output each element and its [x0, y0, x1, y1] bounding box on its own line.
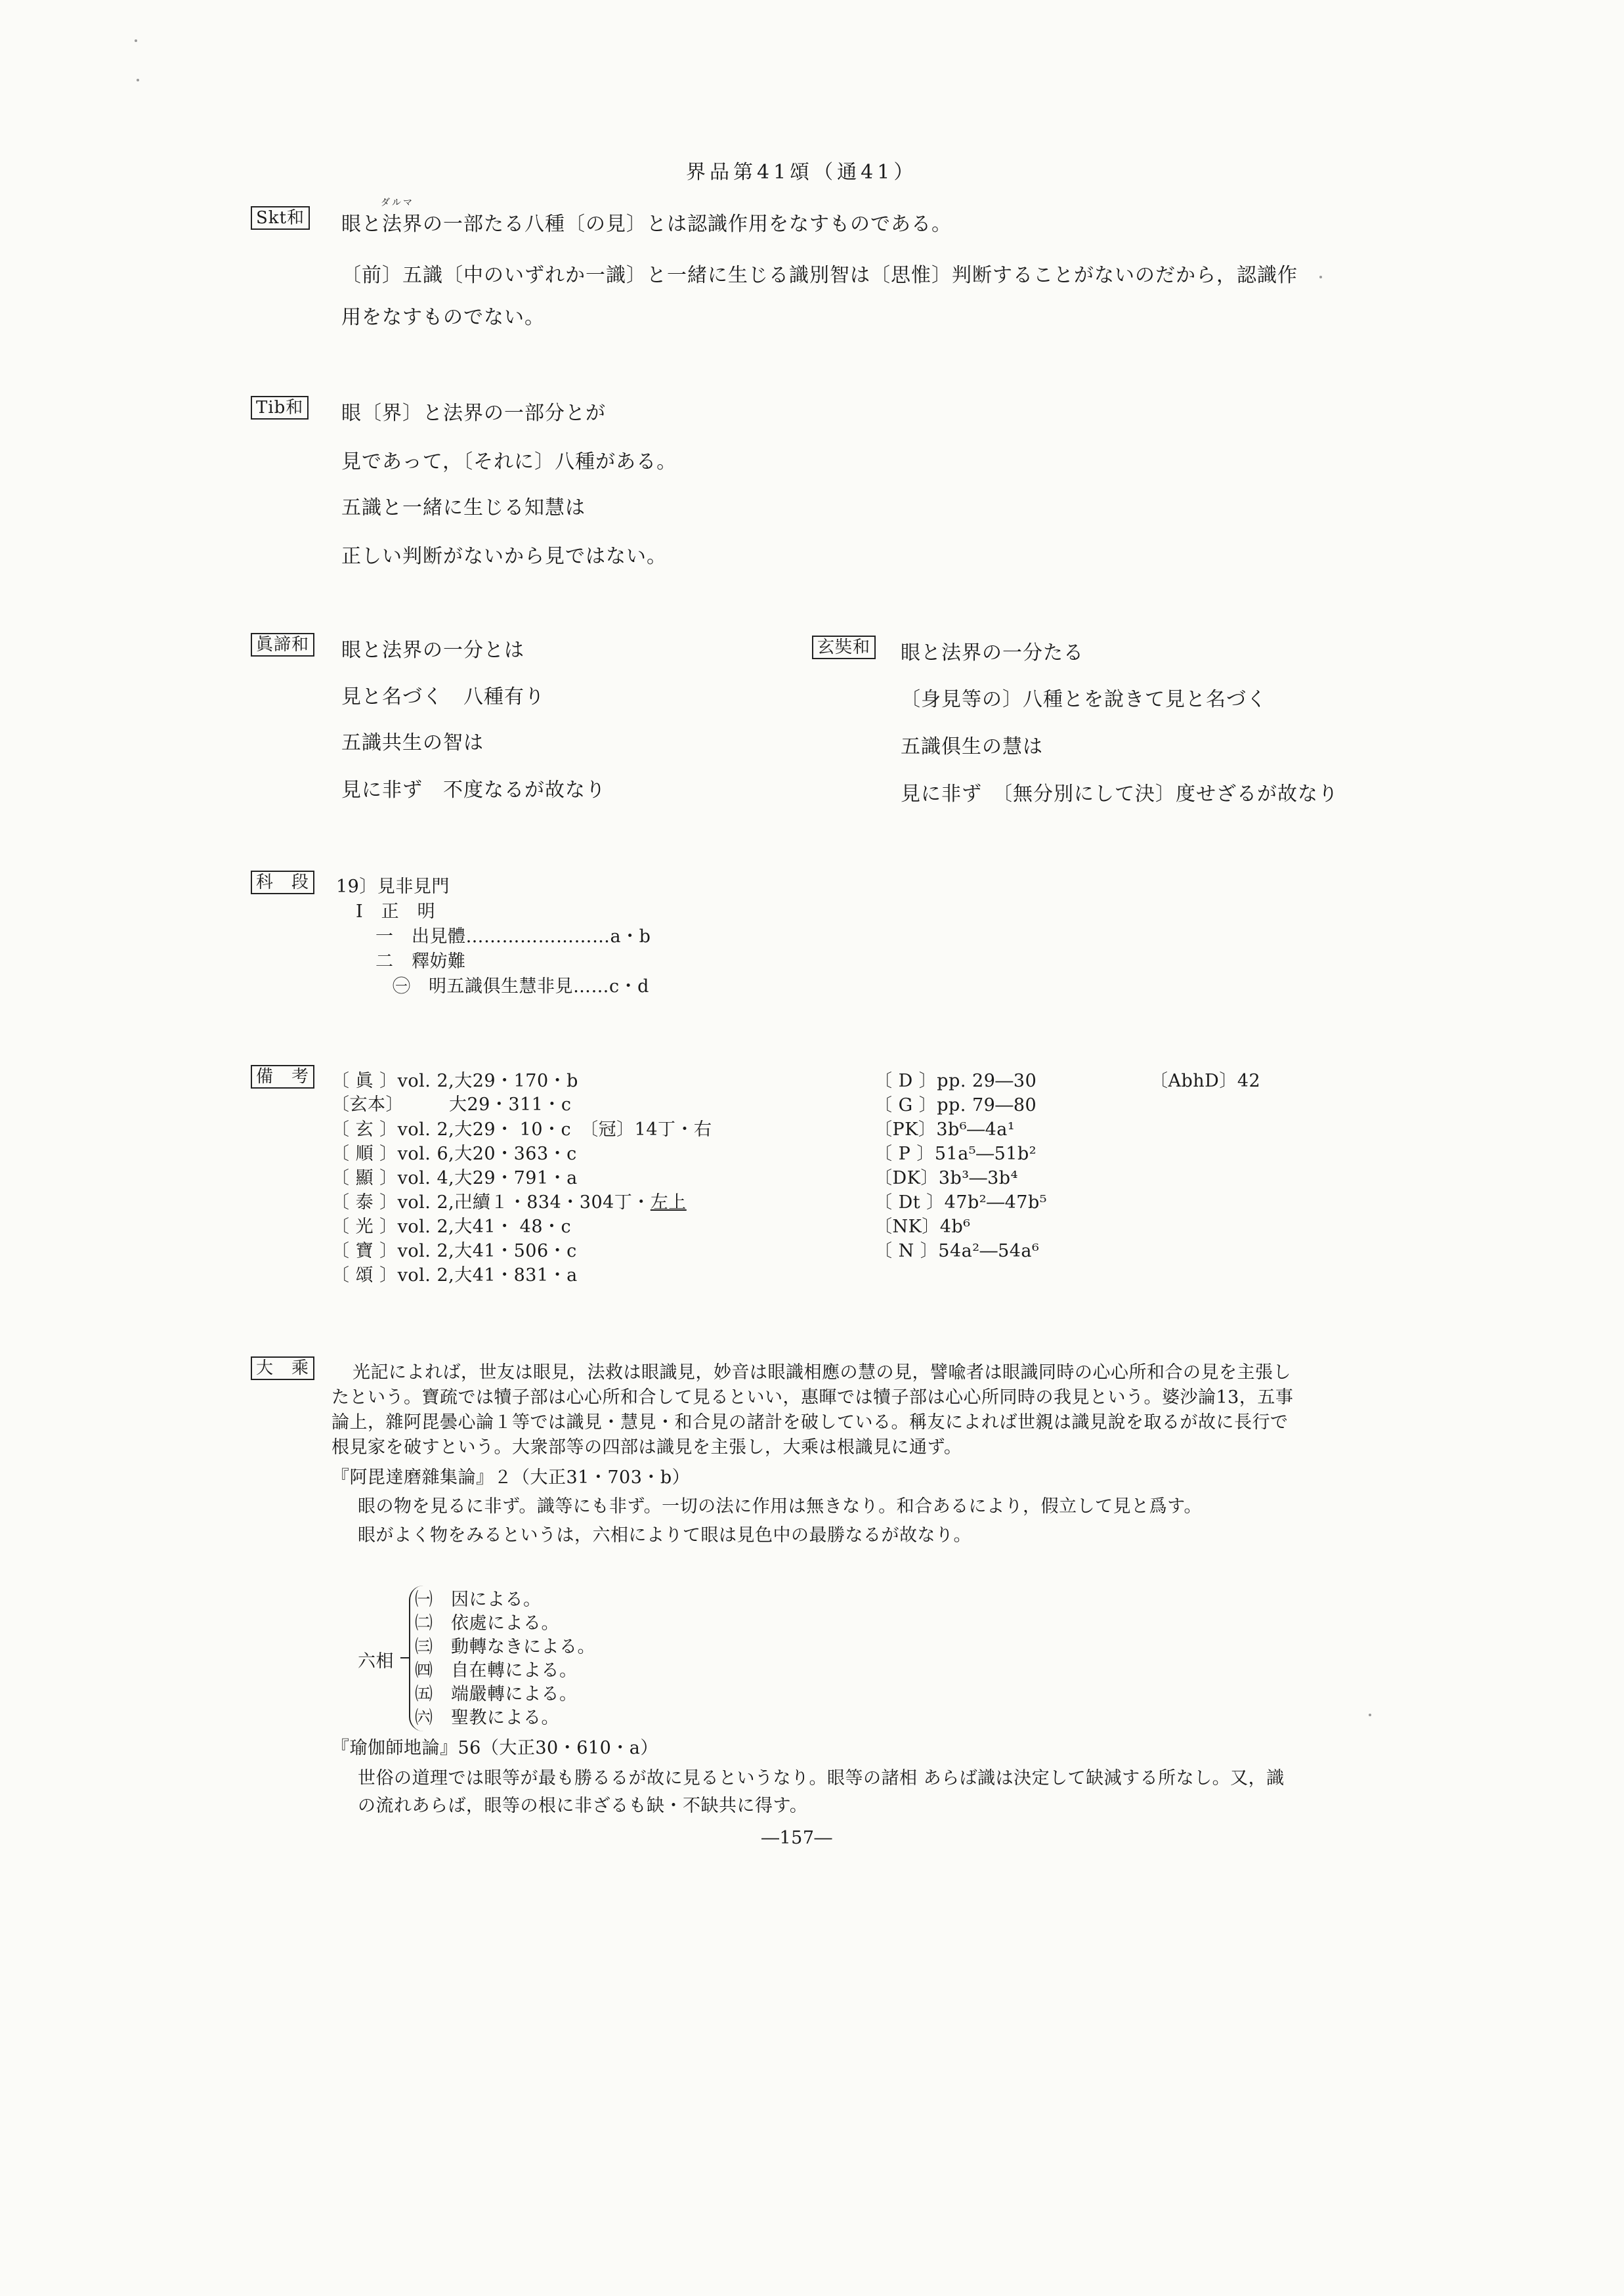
tib-tag: Tib和	[251, 396, 309, 420]
biko-left-6-underlined: 左上	[650, 1192, 687, 1213]
kadan-line-2: Ⅰ 正 明	[356, 901, 436, 922]
biko-right-3: 〔PK〕3b⁶―4a¹	[874, 1119, 1015, 1140]
biko-left-3: 〔 玄 〕vol. 2,大29・ 10・c 〔冠〕14丁・右	[331, 1119, 712, 1140]
biko-left-2: 〔玄本〕 大29・311・c	[331, 1094, 572, 1115]
biko-left-6	[331, 1188, 687, 1213]
daijo-para-1: 光記によれば，世友は眼見，法救は眼識見，妙音は眼識相應の慧の見，譬喩者は眼識同時の心心所和合の見を主張し	[353, 1362, 1291, 1383]
biko-right-4: 〔 P 〕51a⁵―51b²	[874, 1144, 1037, 1164]
kadan-line-4: 二 釋妨難	[375, 951, 466, 972]
biko-left-7: 〔 光 〕vol. 2,大41・ 48・c	[331, 1217, 572, 1237]
scan-speck	[135, 39, 137, 42]
scan-speck	[1319, 276, 1322, 278]
biko-left-9: 〔 頌 〕vol. 2,大41・831・a	[331, 1265, 578, 1286]
daijo-para-4: 根見家を破すという。大衆部等の四部は識見を主張し，大乘は根識見に通ず。	[331, 1437, 962, 1458]
daijo-ref1-line-1: 眼の物を見るに非ず。識等にも非ず。一切の法に作用は無きなり。和合あるにより，假立して見と爲す。	[358, 1496, 1203, 1517]
biko-right-7: 〔NK〕4b⁶	[874, 1217, 971, 1237]
skt-tag: Skt和	[251, 206, 310, 230]
six-aspect-5: ㈤ 端嚴轉による。	[415, 1684, 578, 1704]
daijo-ref1: 『阿毘達磨雜集論』２（大正31・703・b）	[331, 1467, 691, 1488]
six-aspect-6: ㈥ 聖教による。	[415, 1708, 559, 1728]
genjo-line-3: 五識俱生の慧は	[901, 735, 1043, 758]
six-aspects-brace-tip	[400, 1657, 410, 1658]
six-aspect-4: ㈣ 自在轉による。	[415, 1660, 578, 1681]
six-aspect-2: ㈡ 依處による。	[415, 1613, 559, 1634]
tib-line-4: 正しい判断がないから見ではない。	[341, 545, 667, 568]
biko-left-4: 〔 順 〕vol. 6,大20・363・c	[331, 1144, 577, 1164]
skt-ruby: ダルマ	[381, 198, 414, 208]
biko-right-6: 〔 Dt 〕47b²―47b⁵	[874, 1192, 1048, 1213]
page-number: ―157―	[761, 1828, 833, 1848]
biko-right-1: 〔 D 〕pp. 29―30	[874, 1071, 1037, 1091]
kadan-line-5: ㊀ 明五識俱生慧非見……c・d	[393, 976, 649, 997]
biko-right-8: 〔 N 〕54a²―54a⁶	[874, 1241, 1040, 1261]
daijo-para-3: 論上，雜阿毘曇心論１等では識見・慧見・和合見の諸計を破している。稱友によれば世親は識見說を取るが故に長行で	[331, 1412, 1289, 1433]
shintai-line-1: 眼と法界の一分とは	[341, 639, 524, 662]
six-aspect-3: ㈢ 動轉なきによる。	[415, 1637, 595, 1657]
shintai-line-2: 見と名づく 八種有り	[341, 685, 545, 708]
kadan-tag: 科 段	[251, 871, 314, 894]
skt-line-3: 用をなすものでない。	[341, 306, 545, 329]
scan-speck	[1369, 1714, 1371, 1716]
shintai-line-3: 五識共生の智は	[341, 731, 484, 754]
skt-line-2: 〔前〕五識〔中のいずれか一識〕と一緒に生じる識別智は〔思惟〕判断することがないのだから，認識作	[341, 264, 1298, 287]
tib-line-1: 眼〔界〕と法界の一部分とが	[341, 402, 606, 425]
six-aspects-label: 六相	[358, 1651, 394, 1672]
daijo-tag: 大 乘	[251, 1356, 314, 1380]
kadan-line-3: 一 出見體……………………a・b	[375, 926, 651, 947]
genjo-line-1: 眼と法界の一分たる	[901, 641, 1084, 664]
genjo-line-2: 〔身見等の〕八種とを說きて見と名づく	[901, 688, 1267, 711]
daijo-para-2: たという。寶疏では犢子部は心心所和合して見るといい，惠暉では犢子部は心心所同時の我見という。婆沙論13，五事	[331, 1387, 1294, 1408]
kadan-line-1: 19〕見非見門	[336, 877, 450, 897]
daijo-ref2-line-2: の流れあらば，眼等の根に非ざるも缺・不缺共に得す。	[358, 1796, 808, 1816]
tib-line-3: 五識と一緒に生じる知慧は	[341, 496, 586, 519]
daijo-ref2: 『瑜伽師地論』56（大正30・610・a）	[331, 1738, 658, 1758]
biko-left-8: 〔 寶 〕vol. 2,大41・506・c	[331, 1241, 577, 1261]
biko-right-5: 〔DK〕3b³―3b⁴	[874, 1168, 1018, 1188]
biko-right-2: 〔 G 〕pp. 79―80	[874, 1095, 1037, 1116]
biko-left-5: 〔 顯 〕vol. 4,大29・791・a	[331, 1168, 578, 1188]
biko-tag: 備 考	[251, 1065, 314, 1089]
shintai-tag: 眞諦和	[251, 633, 314, 657]
six-aspect-1: ㈠ 因による。	[415, 1590, 542, 1610]
daijo-ref1-line-2: 眼がよく物をみるというは，六相によりて眼は見色中の最勝なるが故なり。	[358, 1525, 972, 1546]
skt-line-1: 眼と法界の一部たる八種〔の見〕とは認識作用をなすものである。	[341, 213, 952, 236]
page-title: 界品第41頌（通41）	[686, 161, 918, 184]
scan-speck	[137, 79, 139, 81]
biko-abhd: 〔AbhD〕42	[1150, 1071, 1261, 1091]
genjo-tag: 玄奘和	[812, 636, 876, 659]
genjo-line-4: 見に非ず 〔無分別にして決〕度せざるが故なり	[901, 783, 1338, 806]
biko-left-1: 〔 眞 〕vol. 2,大29・170・b	[331, 1071, 578, 1091]
biko-left-6-text: 〔 泰 〕vol. 2,卍續１・834・304丁・	[331, 1192, 651, 1213]
shintai-line-4: 見に非ず 不度なるが故なり	[341, 779, 606, 802]
tib-line-2: 見であって，〔それに〕八種がある。	[341, 450, 677, 473]
daijo-ref2-line-1: 世俗の道理では眼等が最も勝るるが故に見るというなり。眼等の諸相 あらば識は決定して缺減する所なし。又，識	[358, 1768, 1285, 1788]
